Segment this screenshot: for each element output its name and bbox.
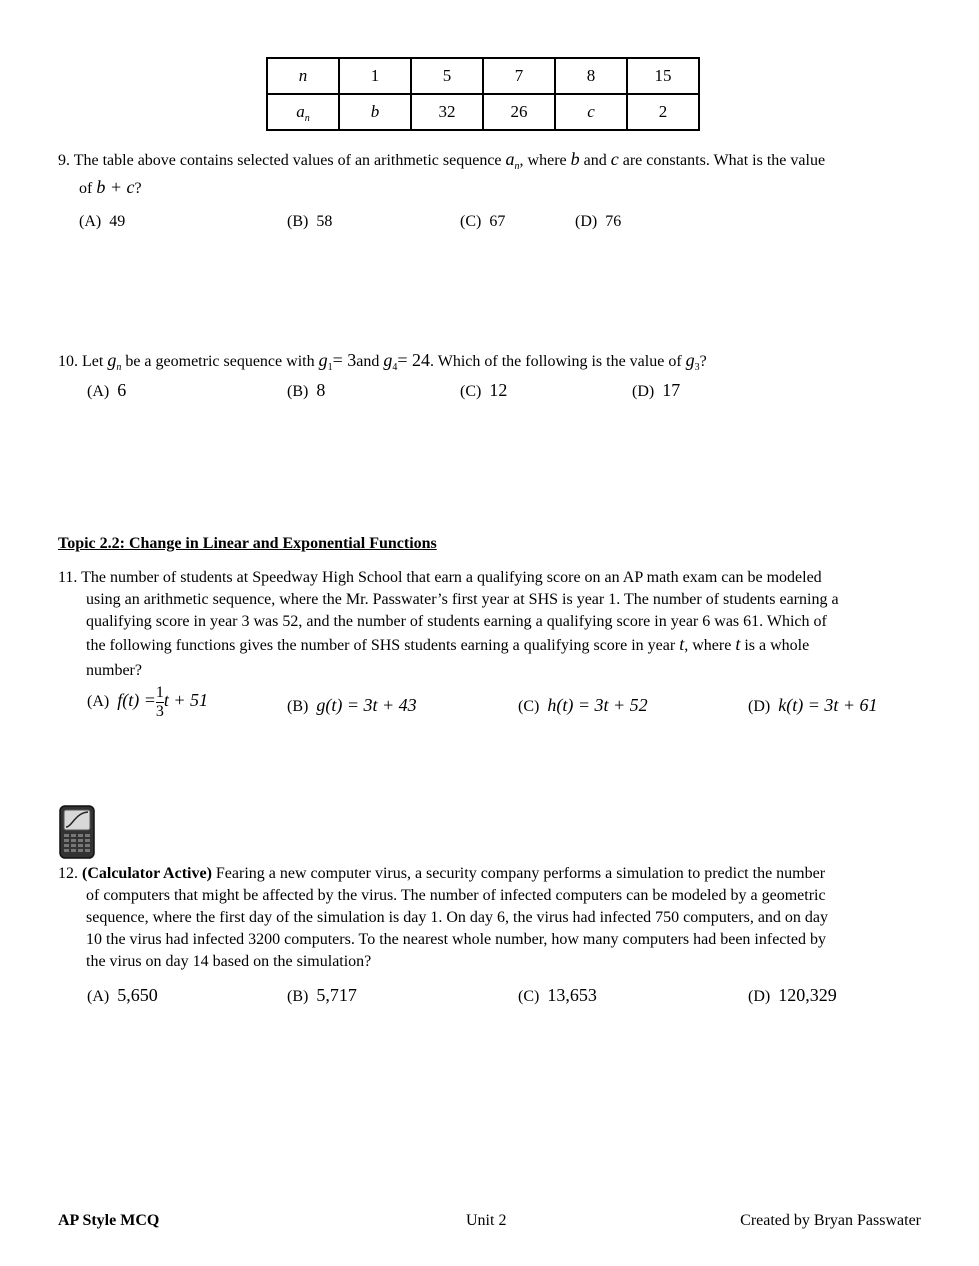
choice-11b[interactable]: (B) g(t) = 3t + 43 — [287, 695, 417, 715]
table-cell: 7 — [483, 58, 555, 94]
table-cell: 2 — [627, 94, 699, 130]
table-cell: b — [339, 94, 411, 130]
topic-heading: Topic 2.2: Change in Linear and Exponential Functions — [58, 535, 437, 552]
fraction: $\frac{1}{3}$ — [155, 684, 164, 720]
footer-right: Created by Bryan Passwater — [740, 1212, 921, 1229]
table-cell: 26 — [483, 94, 555, 130]
footer-center: Unit 2 — [466, 1212, 507, 1229]
question-9: 9. The table above contains selected values of an arithmetic sequence $a_n$, where b and c are constants. What is the value of b + c? — [58, 149, 826, 197]
choice-10c[interactable]: (C) 12 — [460, 380, 508, 400]
choice-11c[interactable]: (C) h(t) = 3t + 52 — [518, 695, 648, 715]
table-cell: $a_n$ — [267, 94, 339, 130]
choice-10d[interactable]: (D) 17 — [632, 380, 681, 400]
choice-12c[interactable]: (C) 13,653 — [518, 985, 597, 1005]
question-11: 11. The number of students at Speedway High School that earn a qualifying score on an AP math exam can be modeled using an arithmetic sequence, where the Mr. Passwater’s first year at SHS is year 1. The number of students earning a qualifying score in year 3 was 52, and the number of students earning a qualifying score in year 6 was 61. Which of the following functions gives the number of SHS students earning a qualifying score in year t, where t is a whole number? — [58, 569, 839, 679]
choice-12d[interactable]: (D) 120,329 — [748, 985, 837, 1005]
choice-12b[interactable]: (B) 5,717 — [287, 985, 357, 1005]
table-cell: 15 — [627, 58, 699, 94]
choice-10b[interactable]: (B) 8 — [287, 380, 326, 400]
question-12: 12. (Calculator Active) Fearing a new computer virus, a security company performs a simulation to predict the number of computers that might be affected by the virus. The number of infected computers can be modeled by a geometric sequence, where the first day of the simulation is day 1. On day 6, the virus had infected 750 computers, and on day 10 the virus had infected 3200 computers. To the nearest whole number, how many computers had been infected by the virus on day 14 based on the simulation? — [58, 865, 829, 970]
table-cell: 1 — [339, 58, 411, 94]
table-cell: 32 — [411, 94, 483, 130]
sequence-table — [266, 57, 700, 131]
table-cell: n — [267, 58, 339, 94]
table-row — [267, 94, 699, 130]
choice-12a[interactable]: (A) 5,650 — [87, 985, 158, 1005]
table-cell: 8 — [555, 58, 627, 94]
table-cell: c — [555, 94, 627, 130]
choice-9c[interactable]: (C) 67 — [460, 213, 506, 230]
choice-10a[interactable]: (A) 6 — [87, 380, 127, 400]
choice-11d[interactable]: (D) k(t) = 3t + 61 — [748, 695, 878, 715]
question-10: 10. Let $g_n$ be a geometric sequence with $g_1= 3and$ $g_4= 24$. Which of the following is the value of $g_3$? — [58, 350, 707, 373]
table-cell: 5 — [411, 58, 483, 94]
choice-9a[interactable]: (A) 49 — [79, 213, 126, 230]
calculator-icon — [59, 805, 95, 859]
choice-9d[interactable]: (D) 76 — [575, 213, 622, 230]
table-row — [267, 58, 699, 94]
choice-9b[interactable]: (B) 58 — [287, 213, 333, 230]
footer-left: AP Style MCQ — [58, 1212, 160, 1229]
choice-11a[interactable]: (A) f(t) = $\frac{1}{3}$ t + 51 — [87, 684, 209, 720]
